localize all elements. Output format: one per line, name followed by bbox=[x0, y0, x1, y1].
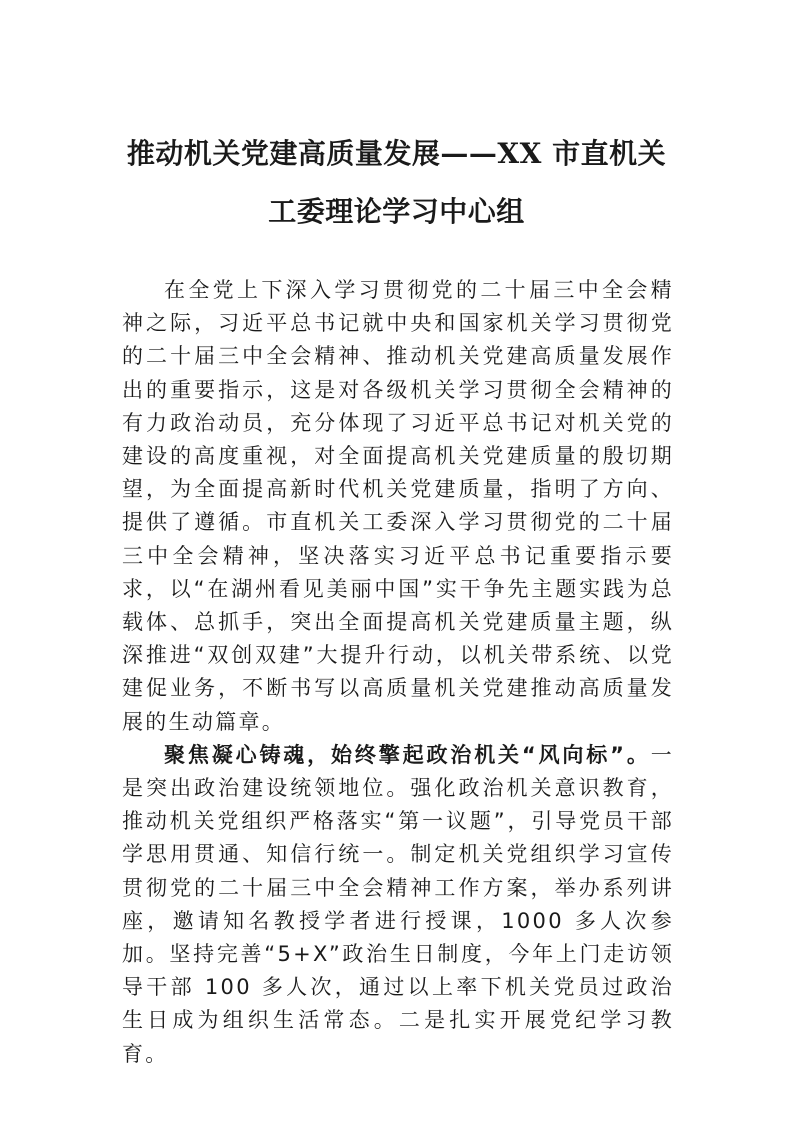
body-paragraph-1 bbox=[122, 274, 674, 739]
paragraph-2-text: 一是突出政治建设统领地位。强化政治机关意识教育，推动机关党组织严格落实“第一议题”，引导党员干部学思用贯通、知信行统一。制定机关党组织学习宣传贯彻党的二十届三中全会精神工作方案，举办系列讲座，邀请知名教授学者进行授课，1000 多人次参加。坚持完善“5+X”政治生日制度，今年上门走访领导干部 100 多人次，通过以上率下机关党员过政治生日成为组织生活常态。二是扎实开展党纪学习教育。 bbox=[122, 742, 674, 1066]
document-title-line-2: 工委理论学习中心组 bbox=[268, 195, 525, 228]
body-paragraph-2 bbox=[122, 739, 674, 1071]
paragraph-2-lead-heading: 聚焦凝心铸魂，始终擎起政治机关“风向标”。 bbox=[164, 742, 651, 767]
document-body bbox=[122, 274, 674, 1071]
document-title-line-1: 推动机关党建高质量发展——XX 市直机关 bbox=[126, 137, 667, 170]
paragraph-1-text: 在全党上下深入学习贯彻党的二十届三中全会精神之际，习近平总书记就中央和国家机关学习贯彻党的二十届三中全会精神、推动机关党建高质量发展作出的重要指示，这是对各级机关学习贯彻全会精神的有力政治动员，充分体现了习近平总书记对机关党的建设的高度重视，对全面提高机关党建质量的殷切期望，为全面提高新时代机关党建质量，指明了方向、提供了遵循。市直机关工委深入学习贯彻党的二十届三中全会精神，坚决落实习近平总书记重要指示要求，以“在湖州看见美丽中国”实干争先主题实践为总载体、总抓手，突出全面提高机关党建质量主题，纵深推进“双创双建”大提升行动，以机关带系统、以党建促业务，不断书写以高质量机关党建推动高质量发展的生动篇章。 bbox=[122, 278, 674, 734]
